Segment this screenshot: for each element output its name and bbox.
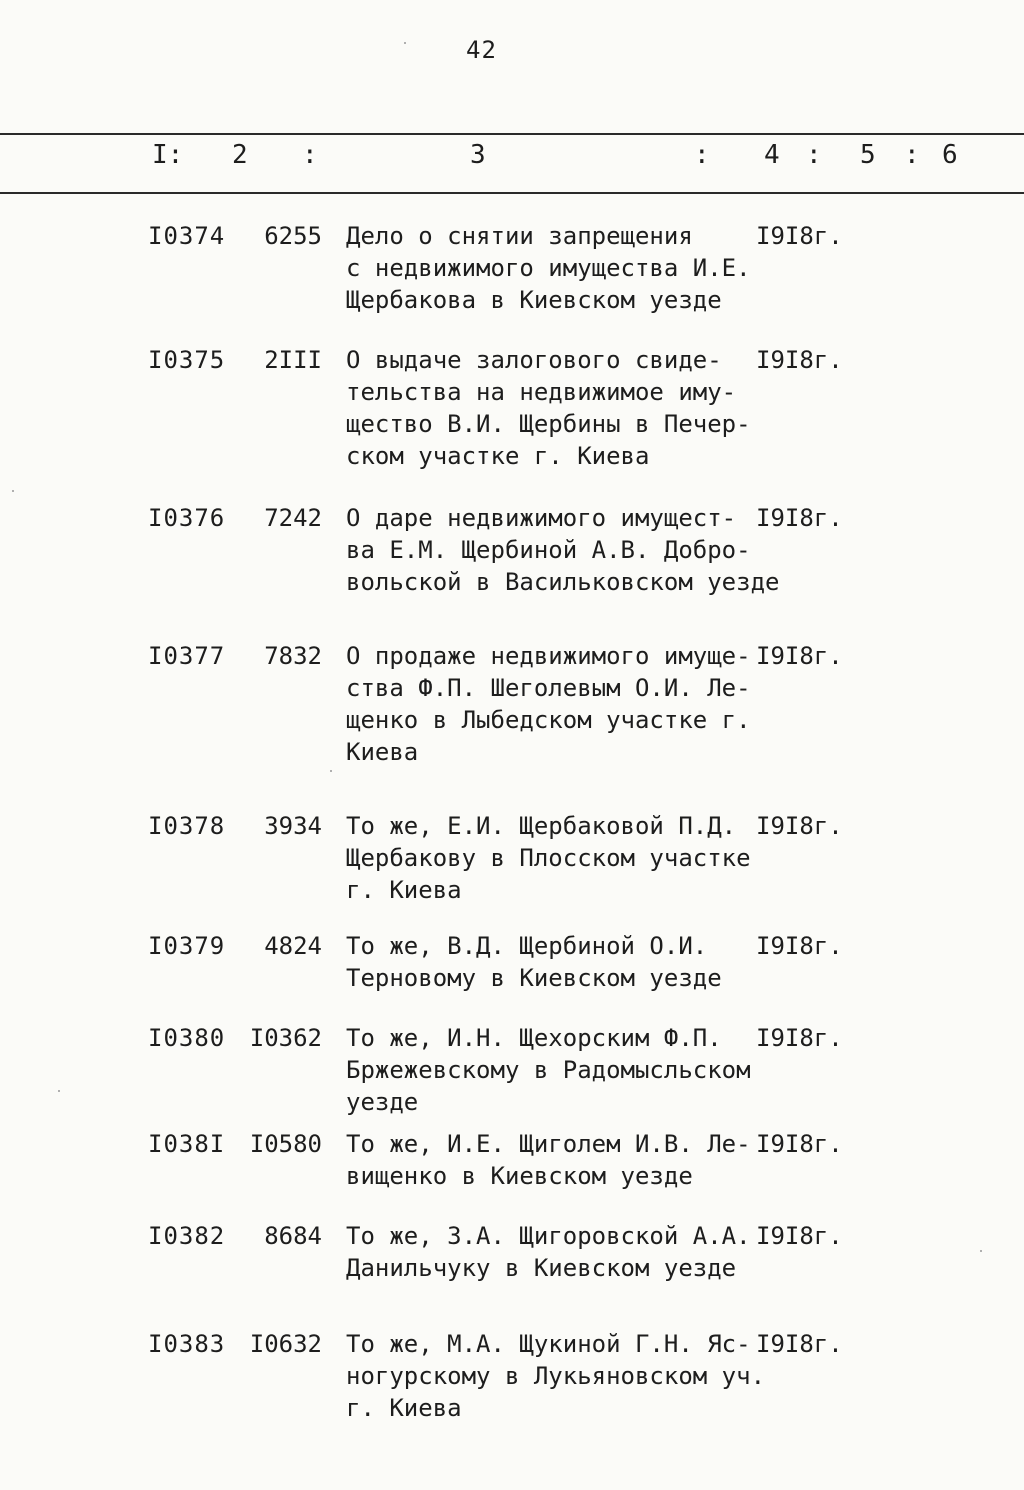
description-line: ногурскому в Лукьяновском уч. bbox=[346, 1362, 766, 1390]
description-line: ском участке г. Киева bbox=[346, 442, 650, 470]
record-year: I9I8г. bbox=[756, 346, 843, 374]
description-line: с недвижимого имущества И.Е. bbox=[346, 254, 751, 282]
description-line: О даре недвижимого имущест- bbox=[346, 504, 737, 532]
inventory-number: I0378 bbox=[148, 812, 226, 840]
header-col-2: 2 bbox=[232, 140, 248, 170]
description-line: уезде bbox=[346, 1088, 419, 1116]
inventory-number: I0380 bbox=[148, 1024, 226, 1052]
header-sep-2: : bbox=[694, 140, 710, 170]
description-line: Дело о снятии запрещения bbox=[346, 222, 693, 250]
inventory-number: I0374 bbox=[148, 222, 226, 250]
record-year: I9I8г. bbox=[756, 642, 843, 670]
description-line: щество В.И. Щербины в Печер- bbox=[346, 410, 751, 438]
record-year: I9I8г. bbox=[756, 1024, 843, 1052]
header-sep-3: : bbox=[806, 140, 822, 170]
record-description bbox=[346, 1024, 756, 1120]
inventory-number: I0382 bbox=[148, 1222, 226, 1250]
header-col-6: 6 bbox=[942, 140, 958, 170]
description-line: Киева bbox=[346, 738, 419, 766]
record-year: I9I8г. bbox=[756, 932, 843, 960]
inventory-number: I0376 bbox=[148, 504, 226, 532]
inventory-number: I0383 bbox=[148, 1330, 226, 1358]
header-col-5: 5 bbox=[860, 140, 876, 170]
description-line: ства Ф.П. Шеголевым О.И. Ле- bbox=[346, 674, 751, 702]
description-line: вольской в Васильковском уезде bbox=[346, 568, 780, 596]
page-number: 42 bbox=[466, 36, 497, 64]
old-number: 8684 bbox=[264, 1222, 322, 1250]
description-line: То же, И.Н. Щехорским Ф.П. bbox=[346, 1024, 722, 1052]
header-col-1: I: bbox=[152, 140, 184, 170]
description-line: г. Киева bbox=[346, 1394, 462, 1422]
description-line: Щербакова в Киевском уезде bbox=[346, 286, 722, 314]
description-line: ва Е.М. Щербиной А.В. Добро- bbox=[346, 536, 751, 564]
inventory-number: I0379 bbox=[148, 932, 226, 960]
record-year: I9I8г. bbox=[756, 1130, 843, 1158]
description-line: г. Киева bbox=[346, 876, 462, 904]
description-line: То же, В.Д. Щербиной О.И. bbox=[346, 932, 708, 960]
description-line: То же, Е.И. Щербаковой П.Д. bbox=[346, 812, 737, 840]
record-description bbox=[346, 932, 756, 996]
record-year: I9I8г. bbox=[756, 1222, 843, 1250]
speck bbox=[980, 1250, 982, 1252]
speck bbox=[404, 42, 406, 44]
record-description bbox=[346, 504, 780, 600]
header-col-4: 4 bbox=[764, 140, 780, 170]
description-line: вищенко в Киевском уезде bbox=[346, 1162, 693, 1190]
record-description bbox=[346, 1330, 766, 1426]
description-line: То же, М.А. Щукиной Г.Н. Яс- bbox=[346, 1330, 751, 1358]
inventory-number: I0375 bbox=[148, 346, 226, 374]
header-col-3: 3 bbox=[470, 140, 486, 170]
old-number: 7832 bbox=[264, 642, 322, 670]
record-year: I9I8г. bbox=[756, 504, 843, 532]
old-number: 4824 bbox=[264, 932, 322, 960]
record-description bbox=[346, 642, 756, 770]
description-line: щенко в Лыбедском участке г. bbox=[346, 706, 751, 734]
speck bbox=[330, 770, 332, 772]
old-number: 6255 bbox=[264, 222, 322, 250]
inventory-number: I0377 bbox=[148, 642, 226, 670]
record-year: I9I8г. bbox=[756, 1330, 843, 1358]
header-bottom-rule bbox=[0, 192, 1024, 194]
inventory-number: I038I bbox=[148, 1130, 226, 1158]
record-description bbox=[346, 346, 756, 474]
old-number: I0362 bbox=[249, 1024, 322, 1052]
header-sep-4: : bbox=[904, 140, 920, 170]
old-number: I0632 bbox=[249, 1330, 322, 1358]
speck bbox=[12, 490, 14, 492]
record-description bbox=[346, 222, 756, 318]
description-line: О продаже недвижимого имуще- bbox=[346, 642, 751, 670]
description-line: Терновому в Киевском уезде bbox=[346, 964, 722, 992]
old-number: 2III bbox=[264, 346, 322, 374]
header-sep-1: : bbox=[302, 140, 318, 170]
speck bbox=[58, 1090, 60, 1092]
record-description bbox=[346, 1222, 756, 1286]
description-line: Щербакову в Плосском участке bbox=[346, 844, 751, 872]
old-number: 3934 bbox=[264, 812, 322, 840]
record-description bbox=[346, 1130, 756, 1194]
header-top-rule bbox=[0, 133, 1024, 135]
record-year: I9I8г. bbox=[756, 812, 843, 840]
old-number: I0580 bbox=[249, 1130, 322, 1158]
description-line: То же, И.Е. Щиголем И.В. Ле- bbox=[346, 1130, 751, 1158]
description-line: О выдаче залогового свиде- bbox=[346, 346, 722, 374]
record-year: I9I8г. bbox=[756, 222, 843, 250]
old-number: 7242 bbox=[264, 504, 322, 532]
description-line: Бржежевскому в Радомысльском bbox=[346, 1056, 751, 1084]
description-line: Данильчуку в Киевском уезде bbox=[346, 1254, 737, 1282]
description-line: То же, З.А. Щигоровской А.А. bbox=[346, 1222, 751, 1250]
record-description bbox=[346, 812, 756, 908]
description-line: тельства на недвижимое иму- bbox=[346, 378, 737, 406]
